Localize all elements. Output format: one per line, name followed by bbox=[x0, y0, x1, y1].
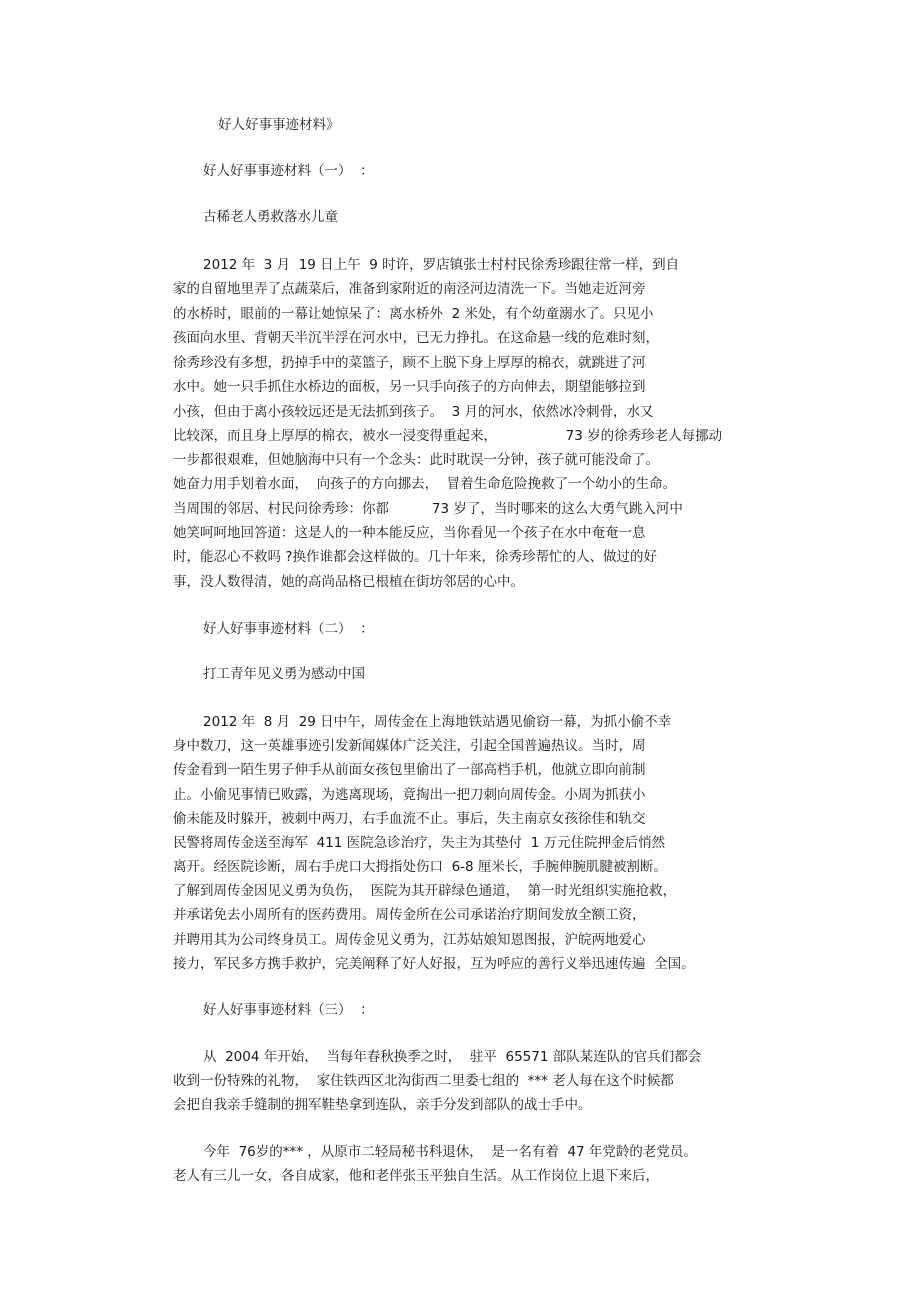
section2-line: 民警将周传金送至海军 411 医院急诊治疗，失主为其垫付 1 万元住院押金后悄然 bbox=[173, 835, 666, 851]
section1-line: 她笑呵呵地回答道：这是人的一种本能反应，当你看见一个孩子在水中奄奄一息 bbox=[173, 525, 646, 541]
section1-line: 当周围的邻居、村民问徐秀珍：你都 73 岁了，当时哪来的这么大勇气跳入河中 bbox=[173, 501, 683, 517]
section2-line: 2012 年 8 月 29 日中午，周传金在上海地铁站遇见偷窃一幕，为抓小偷不幸 bbox=[203, 714, 672, 730]
section1-line: 的水桥时，眼前的一幕让她惊呆了：离水桥外 2 米处，有个幼童溺水了。只见小 bbox=[173, 306, 654, 322]
section1-line: 一步都很艰难，但她脑海中只有一个念头：此时耽误一分钟，孩子就可能没命了。 bbox=[173, 452, 659, 468]
section1-subtitle: 古稀老人勇救落水儿童 bbox=[203, 209, 338, 225]
section2-line: 了解到周传金因见义勇为负伤， 医院为其开辟绿色通道， 第一时光组织实施抢救， bbox=[173, 883, 677, 899]
section1-line: 事，没人数得清，她的高尚品格已根植在街坊邻居的心中。 bbox=[173, 574, 524, 590]
section3-paragraph1-line: 会把自我亲手缝制的拥军鞋垫拿到连队，亲手分发到部队的战士手中。 bbox=[173, 1097, 592, 1113]
section3-paragraph2-line: 老人有三儿一女，各自成家，他和老伴张玉平独自生活。从工作岗位上退下来后， bbox=[173, 1168, 659, 1184]
section1-line: 比较深，而且身上厚厚的棉衣，被水一浸变得重起来， 73 岁的徐秀珍老人每挪动 bbox=[173, 428, 723, 444]
section2-line: 离开。经医院诊断，周右手虎口大拇指处伤口 6-8 厘米长，手腕伸腕肌腱被割断。 bbox=[173, 859, 667, 875]
section3-paragraph1-line: 从 2004 年开始， 当每年春秋换季之时， 驻平 65571 部队某连队的官兵们都会 bbox=[203, 1049, 702, 1065]
section2-line: 接力，军民多方携手救护，完美阐释了好人好报，互为呼应的善行义举迅速传遍 全国。 bbox=[173, 956, 695, 972]
section1-line: 家的自留地里弄了点蔬菜后，准备到家附近的南泾河边清洗一下。当她走近河旁 bbox=[173, 281, 646, 297]
section2-line: 并聘用其为公司终身员工。周传金见义勇为，江苏姑娘知恩图报，沪皖两地爱心 bbox=[173, 932, 646, 948]
section1-line: 徐秀珍没有多想，扔掉手中的菜篮子，顾不上脱下身上厚厚的棉衣，就跳进了河 bbox=[173, 355, 646, 371]
section2-line: 偷未能及时躲开，被刺中两刀，右手血流不止。事后，失主南京女孩徐佳和轨交 bbox=[173, 811, 646, 827]
section2-line: 止。小偷见事情已败露，为逃离现场，竟掏出一把刀刺向周传金。小周为抓获小 bbox=[173, 787, 646, 803]
section1-line: 水中。她一只手抓住水桥边的面板，另一只手向孩子的方向伸去，期望能够拉到 bbox=[173, 379, 646, 395]
section1-line: 孩面向水里、背朝天半沉半浮在河水中，已无力挣扎。在这命悬一线的危难时刻， bbox=[173, 330, 659, 346]
section2-line: 并承诺免去小周所有的医药费用。周传金所在公司承诺治疗期间发放全额工资， bbox=[173, 907, 646, 923]
section1-line: 她奋力用手划着水面， 向孩子的方向挪去， 冒着生命危险挽救了一个幼小的生命。 bbox=[173, 476, 677, 492]
section1-heading: 好人好事事迹材料（一） ： bbox=[203, 163, 374, 179]
section2-subtitle: 打工青年见义勇为感动中国 bbox=[203, 666, 365, 682]
section1-line: 小孩，但由于离小孩较远还是无法抓到孩子。 3 月的河水，依然冰冷刺骨，水又 bbox=[173, 404, 654, 420]
section1-line: 2012 年 3 月 19 日上午 9 时许，罗店镇张士村村民徐秀珍跟往常一样，到自 bbox=[203, 257, 680, 273]
section1-line: 时，能忍心不救吗 ?换作谁都会这样做的。几十年来，徐秀珍帮忙的人、做过的好 bbox=[173, 549, 657, 565]
document-title: 好人好事事迹材料》 bbox=[218, 117, 340, 133]
section3-heading: 好人好事事迹材料（三） ： bbox=[203, 1002, 374, 1018]
section2-heading: 好人好事事迹材料（二） ： bbox=[203, 621, 374, 637]
section3-paragraph1-line: 收到一份特殊的礼物， 家住铁西区北沟街西二里委七组的 *** 老人每在这个时候都 bbox=[173, 1073, 674, 1089]
section2-line: 传金看到一陌生男子伸手从前面女孩包里偷出了一部高档手机，他就立即向前制 bbox=[173, 762, 646, 778]
section3-paragraph2-line: 今年 76岁的*** ，从原市二轻局秘书科退休， 是一名有着 47 年党龄的老党员。 bbox=[203, 1144, 697, 1160]
section2-line: 身中数刀，这一英雄事迹引发新闻媒体广泛关注，引起全国普遍热议。当时，周 bbox=[173, 738, 646, 754]
